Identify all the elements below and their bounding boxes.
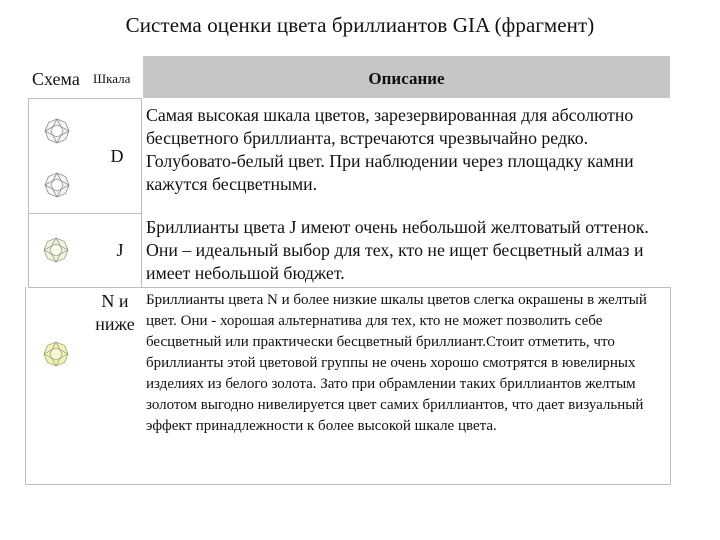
description-j: Бриллианты цвета J имеют очень небольшой желтоватый оттенок. Они – идеальный выбор для тех, кто не ищет бесцветный алмаз и имеет небольшой бюджет. xyxy=(146,217,649,283)
diamond-icon xyxy=(44,172,70,198)
diamond-icon xyxy=(43,237,69,263)
table-line xyxy=(25,484,671,485)
table-line xyxy=(28,287,142,288)
header-scale: Шкала xyxy=(93,71,131,86)
table-line xyxy=(28,98,29,214)
table-line xyxy=(25,287,26,485)
grade-d: D xyxy=(110,146,124,166)
table-line xyxy=(142,287,671,288)
table-line xyxy=(28,213,142,214)
diamond-icon xyxy=(44,118,70,144)
header-description: Описание xyxy=(368,69,445,88)
grade-n-line2: ниже xyxy=(95,314,135,334)
table-line xyxy=(28,213,29,288)
grade-j: J xyxy=(116,240,124,260)
diamond-icon xyxy=(43,341,69,367)
page-title: Система оценки цвета бриллиантов GIA (фрагмент) xyxy=(125,13,595,37)
description-d: Самая высокая шкала цветов, зарезервированная для абсолютно бесцветного бриллианта, встречаются чрезвычайно редко. Голубовато-белый цвет. При наблюдении через площадку камни кажутся бесцветными. xyxy=(146,105,634,194)
table-line xyxy=(670,287,671,485)
description-n: Бриллианты цвета N и более низкие шкалы цветов слегка окрашены в желтый цвет. Они - хорошая альтернатива для тех, кто не может позволить себе бесцветный или практически бесцветный бриллиант.Стоит отметить, что бриллианты этой цветовой группы не очень хорошо смотрятся в ювелирных изделиях из белого золота. Зато при обрамлении таких бриллиантов желтым золотом выгодно нивелируется цвет самих бриллиантов, что дает визуальный эффект принадлежности к более высокой шкале цвета. xyxy=(146,292,647,434)
table-line xyxy=(28,98,142,99)
grade-n-line1: N и xyxy=(101,291,129,311)
header-scheme: Схема xyxy=(32,69,80,89)
table-line xyxy=(141,98,142,288)
